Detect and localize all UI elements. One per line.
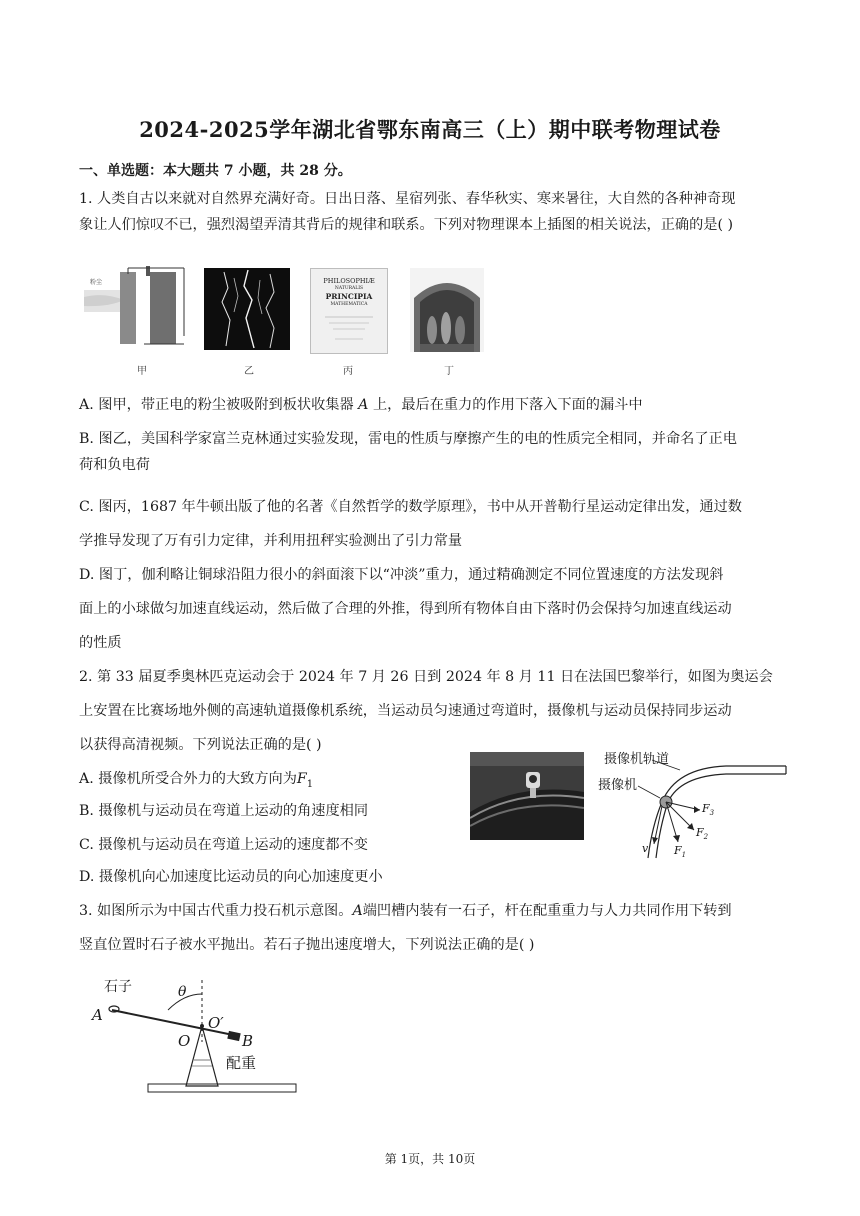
label-point-a: A [92, 1006, 103, 1024]
q2-stem-line-3: 以获得高清视频。下列说法正确的是( ) [79, 737, 322, 753]
book-cover-line-4: MATHEMATICA [330, 302, 368, 307]
label-f2 [696, 826, 708, 841]
q2-stem-line-2: 上安置在比赛场地外侧的高速轨道摄像机系统，当运动员匀速通过弯道时，摄像机与运动员保持同步运动 [79, 703, 732, 719]
q1-option-a-pre: A. 图甲，带正电的粉尘被吸附到板状收集器 [79, 397, 354, 413]
figure-jia-dust-collector [84, 262, 194, 354]
q1-option-a [79, 394, 643, 414]
figure-yi-lightning [204, 268, 290, 350]
label-o-prime: O′ [208, 1014, 224, 1032]
q1-option-c-line-1: C. 图丙，1687 年牛顿出版了他的名著《自然哲学的数学原理》，书中从开普勒行星运动定律出发，通过数 [79, 499, 742, 515]
figure-ding-galileo-painting [410, 268, 484, 352]
q3-stem-line-1 [79, 900, 732, 920]
label-point-o: O [178, 1032, 191, 1050]
q1-stem-line-1: 1. 人类自古以来就对自然界充满好奇。日出日落、星宿列张、春华秋实、寒来暑往，大自然的各种神奇现 [79, 191, 736, 207]
figure-caption-yi: 乙 [244, 366, 254, 377]
q2-option-d: D. 摄像机向心加速度比运动员的向心加速度更小 [79, 869, 383, 885]
label-camera-track: 摄像机轨道 [604, 752, 670, 767]
svg-text:粉尘: 粉尘 [90, 279, 103, 286]
q3-stem-line-1-pre: 3. 如图所示为中国古代重力投石机示意图。 [79, 903, 353, 919]
label-theta: θ [178, 984, 187, 1000]
q1-option-b-line-1: B. 图乙，美国科学家富兰克林通过实验发现，雷电的性质与摩擦产生的电的性质完全相同，并命名了正电 [79, 431, 737, 447]
label-camera: 摄像机 [598, 778, 638, 793]
book-cover-line-1: PHILOSOPHIÆ [323, 277, 375, 285]
section-heading: 一、单选题：本大题共 7 小题，共 28 分。 [79, 163, 352, 179]
q1-option-c-line-2: 学推导发现了万有引力定律，并利用扭秤实验测出了引力常量 [79, 533, 463, 549]
q2-option-a-symbol: F [296, 771, 307, 787]
q3-stem-var: A [352, 903, 363, 919]
label-stone: 石子 [104, 979, 132, 995]
label-f2-subscript: 2 [703, 833, 709, 842]
label-f1 [674, 844, 686, 859]
book-cover-line-3: PRINCIPIA [325, 292, 373, 301]
figure-caption-jia: 甲 [137, 366, 147, 377]
figure-camera-track-photo [470, 752, 584, 840]
label-point-b: B [242, 1032, 254, 1050]
q1-option-a-post: 上，最后在重力的作用下落入下面的漏斗中 [372, 397, 643, 413]
page-footer: 第 1页，共 10页 [384, 1152, 476, 1166]
q2-option-b: B. 摄像机与运动员在弯道上运动的角速度相同 [79, 803, 369, 819]
q2-stem-line-1: 2. 第 33 届夏季奥林匹克运动会于 2024 年 7 月 26 日到 2024 年 8 月 11 日在法国巴黎举行，如图为奥运会 [79, 669, 773, 685]
figure-camera-track-diagram [596, 746, 796, 864]
label-counterweight: 配重 [226, 1054, 257, 1072]
q2-option-a [79, 768, 313, 790]
figure-caption-bing: 丙 [343, 366, 353, 377]
q3-stem-line-1-post: 端凹槽内装有一石子，杆在配重重力与人力共同作用下转到 [362, 903, 732, 919]
page-title: 2024-2025学年湖北省鄂东南高三（上）期中联考物理试卷 [139, 117, 721, 142]
figure-trebuchet-diagram [90, 976, 300, 1096]
label-f3-subscript: 3 [709, 809, 715, 818]
q1-option-a-var: A [358, 397, 369, 413]
q2-option-a-text: A. 摄像机所受合外力的大致方向为 [79, 771, 297, 787]
label-f1-subscript: 1 [681, 851, 687, 860]
book-cover-line-2: NATURALIS [334, 286, 364, 291]
figure-bing-principia-cover [310, 268, 388, 354]
label-f3 [702, 802, 714, 817]
label-f2-text: F [696, 826, 704, 839]
q2-option-a-subscript: 1 [306, 778, 314, 790]
q1-option-d-line-2: 面上的小球做匀加速直线运动，然后做了合理的外推，得到所有物体自由下落时仍会保持匀加速直线运动 [79, 601, 732, 617]
q1-option-d-line-3: 的性质 [79, 635, 122, 651]
label-v: v [642, 842, 649, 855]
label-f3-text: F [702, 802, 710, 815]
label-f1-text: F [674, 844, 682, 857]
q1-option-b-line-2: 荷和负电荷 [79, 457, 150, 473]
q1-option-d-line-1: D. 图丁，伽利略让铜球沿阻力很小的斜面滚下以“冲淡”重力，通过精确测定不同位置速度的方法发现斜 [79, 567, 724, 583]
q2-option-c: C. 摄像机与运动员在弯道上运动的速度都不变 [79, 837, 368, 853]
figure-caption-ding: 丁 [444, 366, 454, 377]
q1-stem-line-2: 象让人们惊叹不已，强烈渴望弄清其背后的规律和联系。下列对物理课本上插图的相关说法，正确的是( ) [79, 217, 734, 233]
q3-stem-line-2: 竖直位置时石子被水平抛出。若石子抛出速度增大，下列说法正确的是( ) [79, 937, 535, 953]
